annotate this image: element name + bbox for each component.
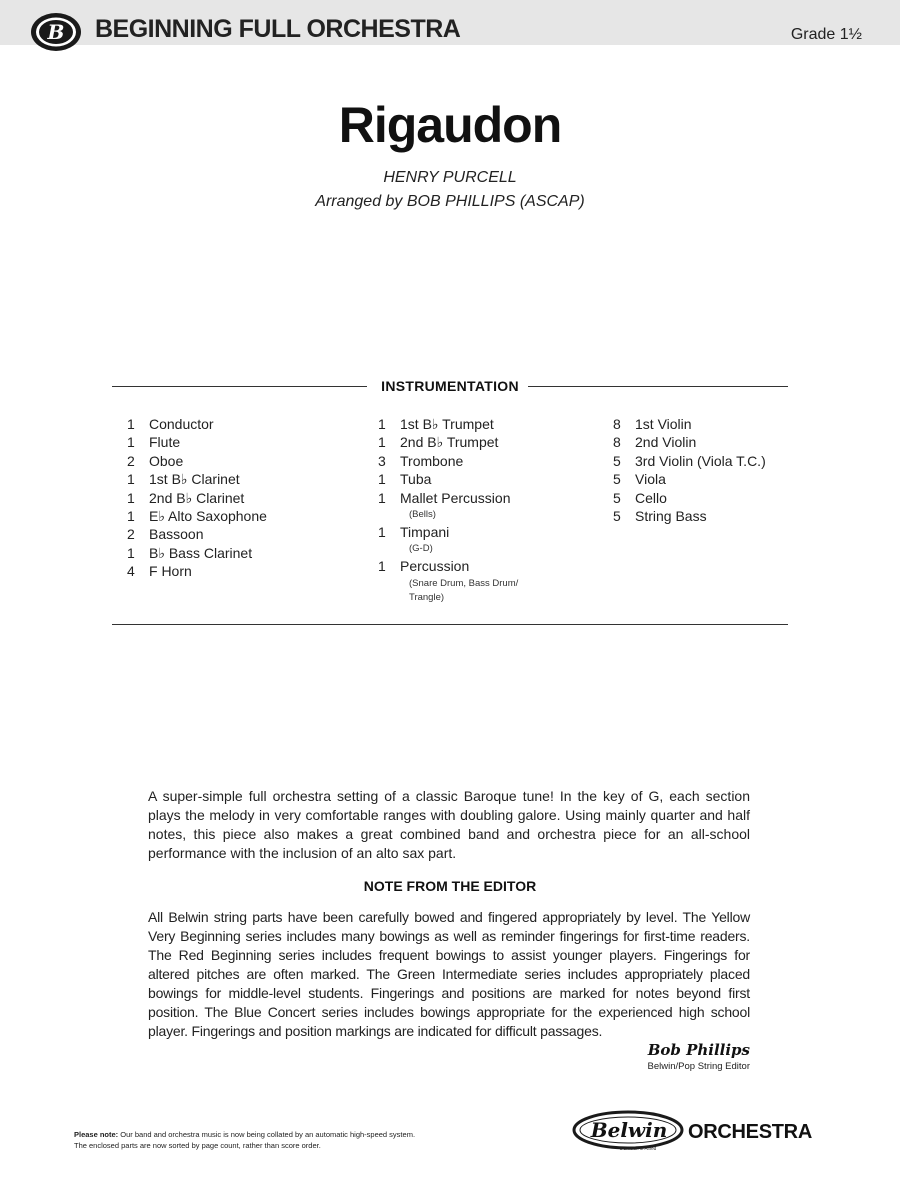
instrument-name: E♭ Alto Saxophone [149,507,267,524]
instrument-item [378,490,549,508]
instrument-name: Mallet Percussion [400,489,511,506]
instrument-qty: 1 [127,489,135,506]
instrument-qty: 1 [378,523,386,540]
instrument-name: Cello [635,489,667,506]
instrument-name: Timpani [400,523,450,540]
instrument-qty: 3 [378,452,386,469]
instrument-name: 1st B♭ Clarinet [149,471,240,488]
instrument-name: String Bass [635,507,707,524]
instrument-qty: 1 [378,416,386,432]
instrument-qty: 1 [378,434,386,451]
instrument-item [127,508,267,526]
instrument-qty: 5 [613,452,621,469]
instrument-qty: 1 [378,489,386,506]
instrument-qty: 8 [613,416,621,432]
instrument-name: Trombone [400,452,464,469]
instrument-name: Conductor [149,416,214,432]
grade-label: Grade 1½ [790,26,862,43]
instrument-name: Flute [149,434,181,451]
instrument-item [378,453,549,471]
logo-letter: B [47,20,65,44]
publisher-orchestra-label: ORCHESTRA [688,1121,812,1143]
instrument-name: Tuba [400,471,432,488]
instrument-name: 2nd Violin [635,434,697,451]
piece-title: Rigaudon [338,97,562,153]
instrument-name: 2nd B♭ Trumpet [400,434,499,451]
instrument-item [613,471,766,489]
instrument-item [378,524,549,542]
instrument-item [613,416,766,434]
instrument-item [378,558,549,576]
editor-note-heading: NOTE FROM THE EDITOR [363,878,537,894]
instrument-qty: 2 [127,452,135,469]
instrument-item [127,434,267,452]
instrument-item [127,453,267,471]
instrument-item [613,508,766,526]
instrument-column-2 [378,416,549,605]
instrument-item [127,563,267,581]
instrument-item [127,545,267,563]
belwin-publisher-logo-icon [572,1110,684,1152]
belwin-logo-icon [30,12,82,52]
footnote-label: Please note: [74,1130,119,1139]
instrument-note: (Bells) [409,508,436,520]
editor-signature: Bob Phillips [647,1041,750,1059]
instrument-item [613,490,766,508]
instrumentation-heading: INSTRUMENTATION [381,378,519,394]
instrument-name: F Horn [149,563,192,580]
instrumentation-rule-right [528,386,788,387]
instrument-name: B♭ Bass Clarinet [149,544,253,561]
instrument-name: Oboe [149,452,184,469]
instrument-name: 1st B♭ Trumpet [400,416,494,432]
instrument-qty: 2 [127,526,135,543]
composer: HENRY PURCELL [383,169,517,186]
publisher-name: Belwin [590,1118,668,1142]
instrument-qty: 4 [127,563,135,580]
collation-footnote [74,1129,415,1151]
instrument-item [127,490,267,508]
instrument-item [127,471,267,489]
editor-note-text: All Belwin string parts have been carefully bowed and fingered appropriately by level. The Yellow Very Beginning series includes many bowings as well as reminder fingerings for first-time readers. The Red Beginning series includes frequent bowings to assist younger players. Fingerings for altered pitches are often marked. The Green Intermediate series includes appropriately placed bowings for middle-level students. Fingerings and positions are marked for notes beyond first position. The Blue Concert series includes bowings appropriate for the experienced high school player. Fingerings and position markings are indicated for difficult passages. [148,909,750,1039]
instrument-qty: 1 [127,434,135,451]
editor-role: Belwin/Pop String Editor [647,1061,750,1072]
instrument-name: 3rd Violin (Viola T.C.) [635,452,766,469]
instrument-qty: 1 [127,507,135,524]
piece-description: A super-simple full orchestra setting of a classic Baroque tune! In the key of G, each section plays the melody in very comfortable ranges with doubling galore. Using mainly quarter and half notes, this piece also makes a great combined band and orchestra piece for an all-school performance with the inclusion of an alto sax part. [148,788,750,861]
instrument-item [613,453,766,471]
instrument-name: Bassoon [149,526,204,543]
instrument-item [378,416,549,434]
instrument-item [127,416,267,434]
instrument-qty: 5 [613,471,621,488]
instrument-column-3 [613,416,766,526]
instrument-item [613,434,766,452]
instrument-qty: 1 [378,471,386,488]
series-title: BEGINNING FULL ORCHESTRA [95,15,461,43]
instrument-item [378,471,549,489]
instrument-qty: 1 [127,416,135,432]
instrument-column-1 [127,416,267,582]
instrument-name: Percussion [400,558,470,575]
footnote-line-1: Our band and orchestra music is now being collated by an automatic high-speed system. [120,1130,416,1139]
instrument-name: 2nd B♭ Clarinet [149,489,245,506]
instrument-qty: 5 [613,489,621,506]
instrument-item [127,526,267,544]
instrument-qty: 5 [613,507,621,524]
instrument-note: (Snare Drum, Bass Drum/ Trangle) [409,577,519,603]
instrument-item [378,434,549,452]
instrument-qty: 1 [127,544,135,561]
instrument-note: (G-D) [409,543,433,555]
instrument-name: Viola [635,471,666,488]
publisher-division: a division of Alfred [619,1146,657,1151]
instrument-qty: 1 [127,471,135,488]
instrument-name: 1st Violin [635,416,692,432]
arranger: Arranged by BOB PHILLIPS (ASCAP) [315,193,585,210]
instrumentation-rule-bottom [112,624,788,625]
instrument-qty: 8 [613,434,621,451]
footnote-line-2: The enclosed parts are now sorted by page count, rather than score order. [74,1141,321,1150]
instrument-qty: 1 [378,558,386,575]
